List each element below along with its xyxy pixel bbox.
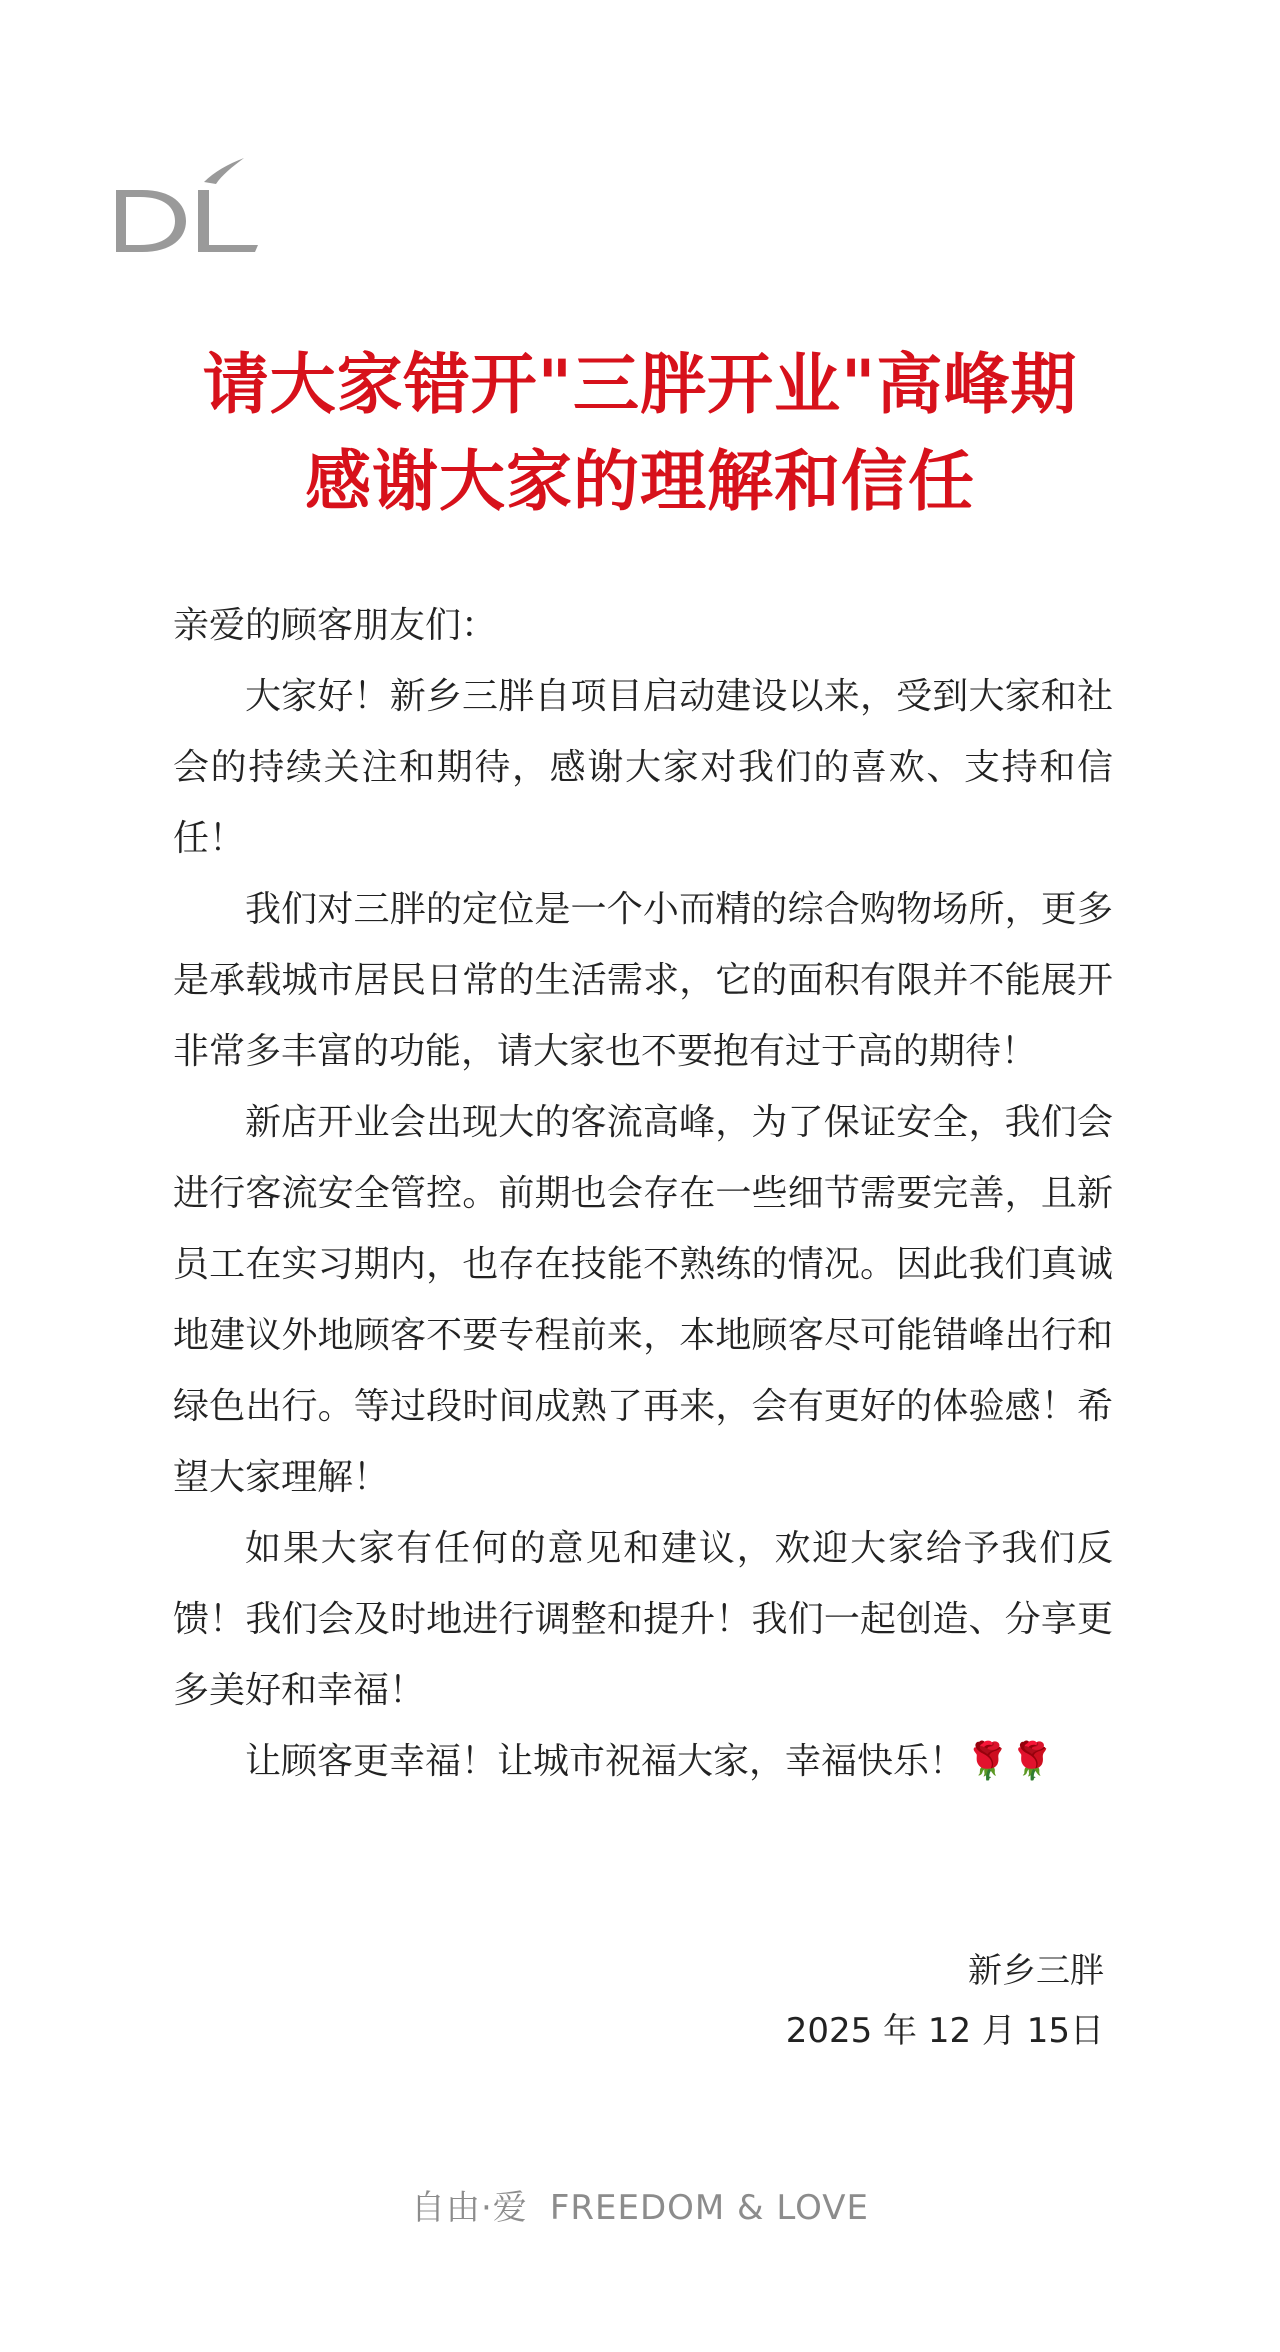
signature-date: 2025 年 12 月 15日 bbox=[785, 2011, 1104, 2051]
title-line-2: 感谢大家的理解和信任 bbox=[305, 443, 975, 520]
rose-icon: 🌹🌹 bbox=[965, 1741, 1055, 1782]
paragraph-5-text: 让顾客更幸福！让城市祝福大家，幸福快乐！ bbox=[245, 1741, 966, 1782]
letter-body bbox=[173, 590, 1113, 1797]
title-line-1: 请大家错开"三胖开业"高峰期 bbox=[202, 346, 1078, 423]
footer-slogan-en: FREEDOM & LOVE bbox=[549, 2188, 869, 2228]
paragraph-5 bbox=[173, 1726, 1113, 1797]
footer-slogan bbox=[0, 2180, 1280, 2229]
paragraph-2: 我们对三胖的定位是一个小而精的综合购物场所，更多是承载城市居民日常的生活需求，它的面积有限并不能展开非常多丰富的功能，请大家也不要抱有过于高的期待！ bbox=[173, 889, 1113, 1072]
signature-name: 新乡三胖 bbox=[968, 1951, 1104, 1991]
paragraph-4: 如果大家有任何的意见和建议，欢迎大家给予我们反馈！我们会及时地进行调整和提升！我们一起创造、分享更多美好和幸福！ bbox=[173, 1528, 1113, 1711]
dl-logo-mark bbox=[112, 150, 262, 260]
paragraph-1: 大家好！新乡三胖自项目启动建设以来，受到大家和社会的持续关注和期待，感谢大家对我们的喜欢、支持和信任！ bbox=[173, 676, 1113, 859]
paragraph-3: 新店开业会出现大的客流高峰，为了保证安全，我们会进行客流安全管控。前期也会存在一些细节需要完善，且新员工在实习期内，也存在技能不熟练的情况。因此我们真诚地建议外地顾客不要专程前来，本地顾客尽可能错峰出行和绿色出行。等过段时间成熟了再来，会有更好的体验感！希望大家理解！ bbox=[173, 1102, 1113, 1498]
greeting: 亲爱的顾客朋友们： bbox=[173, 605, 498, 646]
dl-logo bbox=[112, 150, 262, 260]
footer-slogan-cn: 自由·爱 bbox=[411, 2188, 528, 2228]
